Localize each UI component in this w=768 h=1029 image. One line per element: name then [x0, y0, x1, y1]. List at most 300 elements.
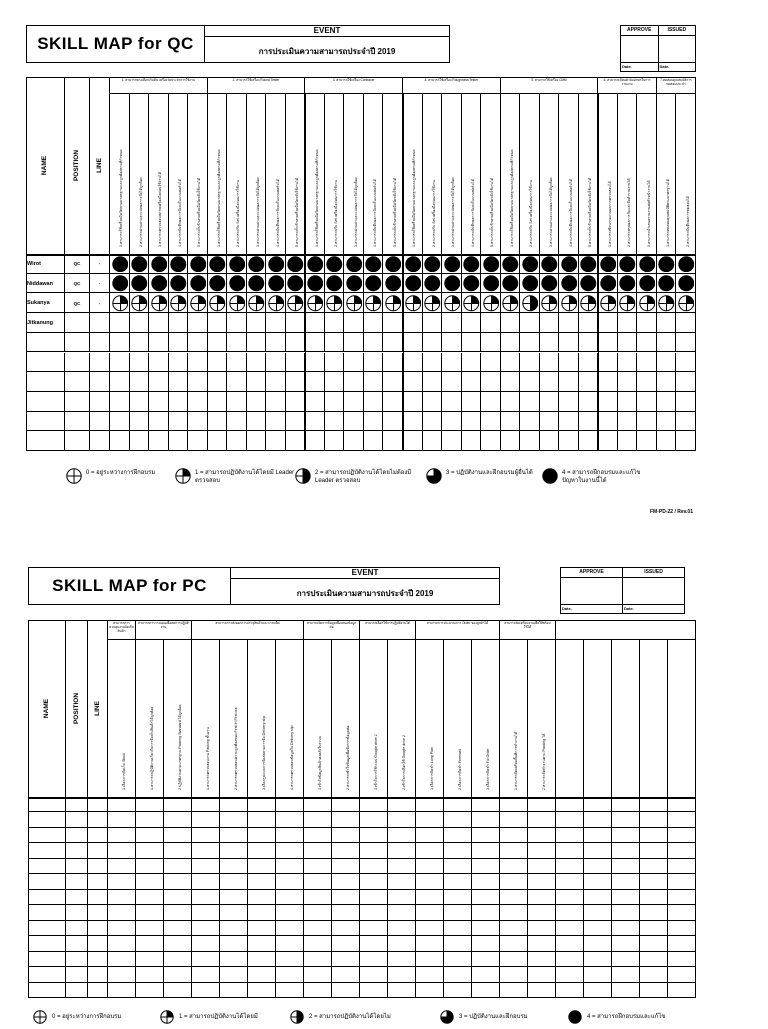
qc-skill-cell[interactable] — [520, 313, 540, 333]
qc-skill-cell[interactable] — [559, 412, 579, 432]
pc-skill-cell[interactable] — [108, 936, 136, 951]
pc-skill-cell[interactable] — [360, 890, 388, 905]
qc-skill-cell[interactable] — [110, 412, 130, 432]
qc-skill-cell[interactable] — [227, 254, 247, 274]
qc-skill-cell[interactable] — [364, 254, 384, 274]
pc-skill-cell[interactable] — [416, 859, 444, 874]
pc-skill-cell[interactable] — [444, 905, 472, 920]
pc-skill-cell[interactable] — [444, 936, 472, 951]
qc-skill-cell[interactable] — [383, 313, 403, 333]
pc-person-name[interactable] — [28, 967, 66, 982]
pc-skill-cell[interactable] — [584, 828, 612, 843]
qc-skill-cell[interactable] — [618, 274, 638, 294]
pc-skill-cell[interactable] — [416, 812, 444, 827]
qc-skill-cell[interactable] — [110, 333, 130, 353]
qc-skill-cell[interactable] — [266, 293, 286, 313]
qc-skill-cell[interactable] — [598, 392, 618, 412]
qc-skill-cell[interactable] — [266, 412, 286, 432]
qc-skill-cell[interactable] — [305, 412, 325, 432]
qc-skill-cell[interactable] — [149, 412, 169, 432]
qc-skill-cell[interactable] — [227, 274, 247, 294]
qc-skill-cell[interactable] — [169, 392, 189, 412]
qc-skill-cell[interactable] — [247, 412, 267, 432]
qc-skill-cell[interactable] — [383, 372, 403, 392]
pc-skill-cell[interactable] — [640, 828, 668, 843]
qc-skill-cell[interactable] — [520, 412, 540, 432]
qc-skill-cell[interactable] — [501, 412, 521, 432]
qc-skill-cell[interactable] — [618, 353, 638, 373]
qc-skill-cell[interactable] — [364, 412, 384, 432]
pc-skill-cell[interactable] — [612, 797, 640, 812]
qc-skill-cell[interactable] — [149, 274, 169, 294]
qc-skill-cell[interactable] — [598, 333, 618, 353]
qc-skill-cell[interactable] — [618, 412, 638, 432]
qc-skill-cell[interactable] — [618, 392, 638, 412]
qc-skill-cell[interactable] — [462, 412, 482, 432]
qc-skill-cell[interactable] — [462, 293, 482, 313]
pc-skill-cell[interactable] — [360, 874, 388, 889]
qc-skill-cell[interactable] — [266, 333, 286, 353]
pc-person-position[interactable] — [66, 905, 88, 920]
qc-skill-cell[interactable] — [383, 412, 403, 432]
pc-skill-cell[interactable] — [444, 812, 472, 827]
qc-skill-cell[interactable] — [462, 274, 482, 294]
qc-skill-cell[interactable] — [266, 353, 286, 373]
pc-skill-cell[interactable] — [136, 859, 164, 874]
pc-skill-cell[interactable] — [276, 967, 304, 982]
pc-skill-cell[interactable] — [668, 936, 696, 951]
qc-skill-cell[interactable] — [286, 254, 306, 274]
pc-skill-cell[interactable] — [304, 812, 332, 827]
pc-skill-cell[interactable] — [304, 890, 332, 905]
qc-skill-cell[interactable] — [130, 412, 150, 432]
qc-skill-cell[interactable] — [462, 372, 482, 392]
qc-skill-cell[interactable] — [462, 254, 482, 274]
qc-skill-cell[interactable] — [442, 254, 462, 274]
qc-skill-cell[interactable] — [520, 372, 540, 392]
qc-skill-cell[interactable] — [481, 372, 501, 392]
qc-skill-cell[interactable] — [676, 431, 696, 451]
pc-skill-cell[interactable] — [304, 828, 332, 843]
qc-issued-sign[interactable] — [659, 36, 696, 62]
qc-skill-cell[interactable] — [286, 412, 306, 432]
pc-person-position[interactable] — [66, 828, 88, 843]
pc-skill-cell[interactable] — [444, 859, 472, 874]
pc-skill-cell[interactable] — [640, 843, 668, 858]
qc-skill-cell[interactable] — [618, 372, 638, 392]
pc-skill-cell[interactable] — [276, 797, 304, 812]
pc-skill-cell[interactable] — [136, 936, 164, 951]
pc-skill-cell[interactable] — [248, 874, 276, 889]
pc-skill-cell[interactable] — [108, 983, 136, 998]
pc-skill-cell[interactable] — [220, 890, 248, 905]
qc-skill-cell[interactable] — [462, 392, 482, 412]
pc-skill-cell[interactable] — [584, 843, 612, 858]
pc-skill-cell[interactable] — [304, 936, 332, 951]
qc-skill-cell[interactable] — [540, 274, 560, 294]
qc-skill-cell[interactable] — [559, 353, 579, 373]
qc-skill-cell[interactable] — [481, 412, 501, 432]
qc-skill-cell[interactable] — [481, 392, 501, 412]
qc-skill-cell[interactable] — [442, 313, 462, 333]
qc-skill-cell[interactable] — [344, 313, 364, 333]
pc-skill-cell[interactable] — [164, 967, 192, 982]
pc-skill-cell[interactable] — [108, 843, 136, 858]
pc-skill-cell[interactable] — [612, 890, 640, 905]
pc-skill-cell[interactable] — [388, 843, 416, 858]
pc-skill-cell[interactable] — [556, 843, 584, 858]
pc-person-position[interactable] — [66, 859, 88, 874]
qc-skill-cell[interactable] — [208, 412, 228, 432]
pc-person-position[interactable] — [66, 812, 88, 827]
qc-skill-cell[interactable] — [286, 431, 306, 451]
qc-skill-cell[interactable] — [325, 412, 345, 432]
qc-skill-cell[interactable] — [637, 293, 657, 313]
qc-skill-cell[interactable] — [344, 274, 364, 294]
qc-skill-cell[interactable] — [637, 353, 657, 373]
qc-skill-cell[interactable] — [481, 333, 501, 353]
pc-skill-cell[interactable] — [500, 797, 528, 812]
qc-skill-cell[interactable] — [169, 372, 189, 392]
pc-skill-cell[interactable] — [248, 905, 276, 920]
qc-skill-cell[interactable] — [325, 293, 345, 313]
qc-skill-cell[interactable] — [110, 313, 130, 333]
qc-skill-cell[interactable] — [247, 274, 267, 294]
qc-skill-cell[interactable] — [657, 412, 677, 432]
pc-skill-cell[interactable] — [584, 812, 612, 827]
pc-skill-cell[interactable] — [220, 905, 248, 920]
qc-skill-cell[interactable] — [305, 313, 325, 333]
qc-skill-cell[interactable] — [305, 293, 325, 313]
qc-skill-cell[interactable] — [423, 274, 443, 294]
pc-skill-cell[interactable] — [528, 874, 556, 889]
qc-skill-cell[interactable] — [188, 412, 208, 432]
qc-skill-cell[interactable] — [169, 274, 189, 294]
pc-skill-cell[interactable] — [164, 828, 192, 843]
pc-skill-cell[interactable] — [220, 843, 248, 858]
pc-skill-cell[interactable] — [304, 874, 332, 889]
qc-skill-cell[interactable] — [637, 372, 657, 392]
qc-skill-cell[interactable] — [403, 353, 423, 373]
qc-skill-cell[interactable] — [208, 274, 228, 294]
pc-skill-cell[interactable] — [416, 828, 444, 843]
pc-skill-cell[interactable] — [192, 859, 220, 874]
qc-skill-cell[interactable] — [130, 372, 150, 392]
qc-skill-cell[interactable] — [403, 313, 423, 333]
pc-skill-cell[interactable] — [164, 936, 192, 951]
qc-skill-cell[interactable] — [364, 372, 384, 392]
qc-skill-cell[interactable] — [344, 353, 364, 373]
qc-skill-cell[interactable] — [540, 293, 560, 313]
pc-person-name[interactable] — [28, 843, 66, 858]
pc-skill-cell[interactable] — [612, 967, 640, 982]
pc-skill-cell[interactable] — [556, 828, 584, 843]
pc-skill-cell[interactable] — [220, 967, 248, 982]
pc-skill-cell[interactable] — [528, 843, 556, 858]
qc-skill-cell[interactable] — [169, 333, 189, 353]
qc-skill-cell[interactable] — [266, 313, 286, 333]
qc-skill-cell[interactable] — [247, 293, 267, 313]
pc-skill-cell[interactable] — [248, 967, 276, 982]
pc-skill-cell[interactable] — [108, 874, 136, 889]
pc-skill-cell[interactable] — [332, 967, 360, 982]
qc-skill-cell[interactable] — [325, 431, 345, 451]
pc-skill-cell[interactable] — [500, 812, 528, 827]
qc-skill-cell[interactable] — [247, 431, 267, 451]
pc-skill-cell[interactable] — [276, 828, 304, 843]
qc-skill-cell[interactable] — [169, 313, 189, 333]
qc-skill-cell[interactable] — [344, 333, 364, 353]
pc-skill-cell[interactable] — [528, 859, 556, 874]
pc-skill-cell[interactable] — [640, 874, 668, 889]
pc-skill-cell[interactable] — [192, 967, 220, 982]
pc-skill-cell[interactable] — [472, 967, 500, 982]
pc-approve-sign[interactable] — [561, 578, 623, 604]
pc-skill-cell[interactable] — [192, 890, 220, 905]
qc-skill-cell[interactable] — [423, 392, 443, 412]
qc-skill-cell[interactable] — [383, 392, 403, 412]
pc-skill-cell[interactable] — [668, 890, 696, 905]
qc-skill-cell[interactable] — [364, 293, 384, 313]
pc-skill-cell[interactable] — [248, 859, 276, 874]
qc-skill-cell[interactable] — [637, 274, 657, 294]
qc-skill-cell[interactable] — [305, 274, 325, 294]
pc-skill-cell[interactable] — [220, 812, 248, 827]
qc-skill-cell[interactable] — [637, 431, 657, 451]
qc-skill-cell[interactable] — [501, 372, 521, 392]
qc-skill-cell[interactable] — [618, 254, 638, 274]
pc-skill-cell[interactable] — [668, 952, 696, 967]
qc-skill-cell[interactable] — [344, 412, 364, 432]
pc-skill-cell[interactable] — [108, 967, 136, 982]
pc-skill-cell[interactable] — [192, 874, 220, 889]
pc-skill-cell[interactable] — [332, 859, 360, 874]
qc-skill-cell[interactable] — [325, 353, 345, 373]
pc-skill-cell[interactable] — [276, 936, 304, 951]
qc-skill-cell[interactable] — [598, 274, 618, 294]
qc-skill-cell[interactable] — [462, 431, 482, 451]
pc-skill-cell[interactable] — [136, 983, 164, 998]
qc-skill-cell[interactable] — [442, 293, 462, 313]
pc-skill-cell[interactable] — [304, 797, 332, 812]
qc-skill-cell[interactable] — [266, 254, 286, 274]
qc-skill-cell[interactable] — [247, 353, 267, 373]
pc-skill-cell[interactable] — [332, 890, 360, 905]
pc-skill-cell[interactable] — [164, 859, 192, 874]
pc-skill-cell[interactable] — [304, 921, 332, 936]
pc-skill-cell[interactable] — [556, 921, 584, 936]
pc-skill-cell[interactable] — [248, 952, 276, 967]
qc-skill-cell[interactable] — [598, 372, 618, 392]
pc-skill-cell[interactable] — [360, 859, 388, 874]
pc-skill-cell[interactable] — [164, 874, 192, 889]
pc-skill-cell[interactable] — [248, 890, 276, 905]
qc-skill-cell[interactable] — [208, 392, 228, 412]
qc-skill-cell[interactable] — [364, 333, 384, 353]
qc-skill-cell[interactable] — [462, 333, 482, 353]
qc-skill-cell[interactable] — [305, 392, 325, 412]
pc-skill-cell[interactable] — [612, 874, 640, 889]
qc-skill-cell[interactable] — [403, 392, 423, 412]
pc-skill-cell[interactable] — [500, 905, 528, 920]
qc-skill-cell[interactable] — [676, 353, 696, 373]
pc-skill-cell[interactable] — [220, 921, 248, 936]
pc-skill-cell[interactable] — [108, 921, 136, 936]
qc-skill-cell[interactable] — [383, 333, 403, 353]
pc-skill-cell[interactable] — [220, 983, 248, 998]
qc-skill-cell[interactable] — [657, 313, 677, 333]
qc-skill-cell[interactable] — [520, 353, 540, 373]
pc-skill-cell[interactable] — [668, 905, 696, 920]
qc-skill-cell[interactable] — [540, 392, 560, 412]
pc-skill-cell[interactable] — [584, 936, 612, 951]
pc-skill-cell[interactable] — [136, 874, 164, 889]
qc-skill-cell[interactable] — [325, 372, 345, 392]
pc-skill-cell[interactable] — [500, 936, 528, 951]
pc-skill-cell[interactable] — [332, 952, 360, 967]
pc-skill-cell[interactable] — [136, 921, 164, 936]
pc-skill-cell[interactable] — [136, 843, 164, 858]
pc-skill-cell[interactable] — [304, 952, 332, 967]
qc-skill-cell[interactable] — [520, 431, 540, 451]
pc-skill-cell[interactable] — [136, 967, 164, 982]
qc-skill-cell[interactable] — [501, 313, 521, 333]
pc-skill-cell[interactable] — [164, 890, 192, 905]
qc-skill-cell[interactable] — [579, 392, 599, 412]
pc-skill-cell[interactable] — [136, 905, 164, 920]
pc-skill-cell[interactable] — [136, 828, 164, 843]
pc-skill-cell[interactable] — [612, 905, 640, 920]
pc-skill-cell[interactable] — [528, 797, 556, 812]
qc-skill-cell[interactable] — [247, 313, 267, 333]
qc-skill-cell[interactable] — [540, 254, 560, 274]
qc-skill-cell[interactable] — [227, 372, 247, 392]
pc-skill-cell[interactable] — [276, 983, 304, 998]
qc-skill-cell[interactable] — [501, 254, 521, 274]
qc-skill-cell[interactable] — [618, 313, 638, 333]
pc-skill-cell[interactable] — [612, 812, 640, 827]
qc-skill-cell[interactable] — [520, 274, 540, 294]
qc-skill-cell[interactable] — [579, 293, 599, 313]
qc-skill-cell[interactable] — [364, 353, 384, 373]
pc-person-name[interactable] — [28, 890, 66, 905]
qc-skill-cell[interactable] — [657, 274, 677, 294]
qc-skill-cell[interactable] — [423, 431, 443, 451]
pc-skill-cell[interactable] — [528, 983, 556, 998]
pc-skill-cell[interactable] — [388, 828, 416, 843]
qc-skill-cell[interactable] — [266, 274, 286, 294]
qc-skill-cell[interactable] — [579, 353, 599, 373]
pc-skill-cell[interactable] — [388, 983, 416, 998]
qc-skill-cell[interactable] — [657, 353, 677, 373]
pc-skill-cell[interactable] — [640, 905, 668, 920]
pc-skill-cell[interactable] — [416, 967, 444, 982]
qc-skill-cell[interactable] — [520, 293, 540, 313]
qc-skill-cell[interactable] — [110, 274, 130, 294]
pc-skill-cell[interactable] — [416, 843, 444, 858]
qc-skill-cell[interactable] — [130, 293, 150, 313]
qc-skill-cell[interactable] — [501, 333, 521, 353]
pc-skill-cell[interactable] — [556, 983, 584, 998]
qc-skill-cell[interactable] — [188, 333, 208, 353]
qc-skill-cell[interactable] — [227, 333, 247, 353]
qc-skill-cell[interactable] — [637, 254, 657, 274]
qc-skill-cell[interactable] — [208, 254, 228, 274]
qc-skill-cell[interactable] — [149, 392, 169, 412]
pc-skill-cell[interactable] — [220, 952, 248, 967]
pc-skill-cell[interactable] — [528, 967, 556, 982]
qc-skill-cell[interactable] — [598, 313, 618, 333]
pc-person-line[interactable] — [88, 936, 108, 951]
qc-skill-cell[interactable] — [169, 412, 189, 432]
pc-person-line[interactable] — [88, 890, 108, 905]
qc-skill-cell[interactable] — [110, 372, 130, 392]
qc-skill-cell[interactable] — [423, 353, 443, 373]
pc-skill-cell[interactable] — [416, 890, 444, 905]
qc-skill-cell[interactable] — [657, 392, 677, 412]
pc-skill-cell[interactable] — [640, 921, 668, 936]
qc-skill-cell[interactable] — [110, 293, 130, 313]
pc-skill-cell[interactable] — [528, 890, 556, 905]
pc-skill-cell[interactable] — [276, 843, 304, 858]
pc-person-position[interactable] — [66, 890, 88, 905]
pc-skill-cell[interactable] — [668, 874, 696, 889]
pc-skill-cell[interactable] — [192, 812, 220, 827]
qc-skill-cell[interactable] — [657, 333, 677, 353]
qc-skill-cell[interactable] — [598, 431, 618, 451]
qc-skill-cell[interactable] — [149, 254, 169, 274]
pc-skill-cell[interactable] — [528, 828, 556, 843]
qc-skill-cell[interactable] — [579, 333, 599, 353]
pc-skill-cell[interactable] — [584, 921, 612, 936]
qc-skill-cell[interactable] — [383, 353, 403, 373]
pc-skill-cell[interactable] — [444, 890, 472, 905]
qc-skill-cell[interactable] — [501, 431, 521, 451]
pc-skill-cell[interactable] — [584, 905, 612, 920]
pc-skill-cell[interactable] — [248, 936, 276, 951]
pc-skill-cell[interactable] — [556, 936, 584, 951]
qc-skill-cell[interactable] — [305, 254, 325, 274]
pc-skill-cell[interactable] — [668, 812, 696, 827]
pc-person-name[interactable] — [28, 983, 66, 998]
qc-skill-cell[interactable] — [208, 353, 228, 373]
pc-skill-cell[interactable] — [528, 905, 556, 920]
pc-skill-cell[interactable] — [640, 797, 668, 812]
pc-skill-cell[interactable] — [416, 921, 444, 936]
pc-skill-cell[interactable] — [388, 797, 416, 812]
qc-skill-cell[interactable] — [325, 333, 345, 353]
pc-skill-cell[interactable] — [164, 797, 192, 812]
qc-skill-cell[interactable] — [247, 372, 267, 392]
pc-person-line[interactable] — [88, 874, 108, 889]
pc-skill-cell[interactable] — [360, 905, 388, 920]
pc-skill-cell[interactable] — [108, 812, 136, 827]
pc-skill-cell[interactable] — [668, 921, 696, 936]
qc-skill-cell[interactable] — [423, 293, 443, 313]
pc-skill-cell[interactable] — [612, 921, 640, 936]
qc-skill-cell[interactable] — [227, 431, 247, 451]
qc-skill-cell[interactable] — [637, 333, 657, 353]
qc-skill-cell[interactable] — [423, 313, 443, 333]
pc-skill-cell[interactable] — [360, 952, 388, 967]
pc-skill-cell[interactable] — [304, 859, 332, 874]
pc-skill-cell[interactable] — [304, 967, 332, 982]
pc-person-name[interactable] — [28, 921, 66, 936]
pc-skill-cell[interactable] — [556, 890, 584, 905]
pc-skill-cell[interactable] — [500, 890, 528, 905]
qc-skill-cell[interactable] — [227, 293, 247, 313]
qc-skill-cell[interactable] — [579, 412, 599, 432]
